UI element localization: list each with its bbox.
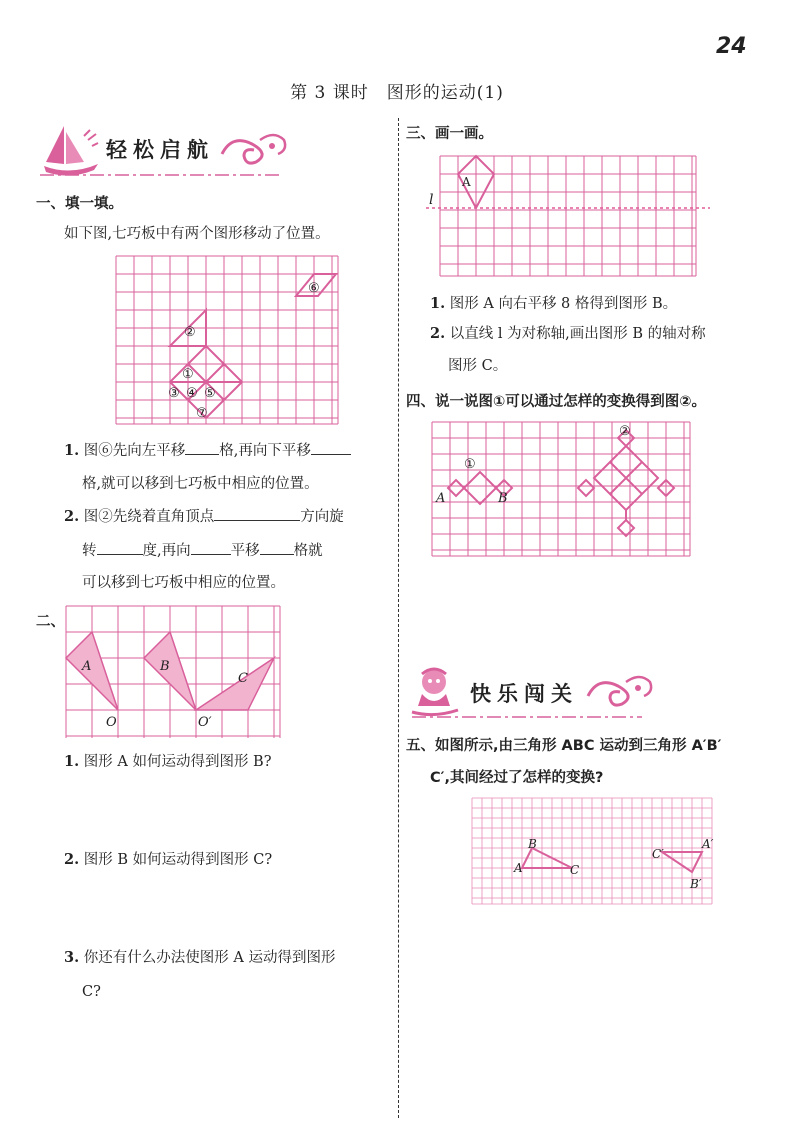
banner-title: 轻松启航 [106,137,214,162]
vertex-label-B-prime: B′ [690,877,702,891]
vertex-label-C: C [570,863,580,877]
lesson-title: 第 3 课时 图形的运动(1) [290,83,504,103]
column-divider [398,118,399,1118]
answer-blank[interactable] [214,506,300,521]
s1-q2-text-a: 图②先绕着直角顶点 [83,509,215,525]
figure-label: ② [619,424,631,439]
s3-q2 [430,324,706,344]
s2-q3-text-a: 你还有什么办法使图形 A 运动得到图形 [83,950,336,966]
tangram-label: ③ [168,386,180,401]
figure-label-C: C [238,671,248,686]
s1-q1-line1 [64,440,351,461]
banner-underline [40,172,280,178]
left-banner [40,122,300,178]
s3-heading: 三、画一画。 [406,126,493,142]
tangram-label: ④ [186,386,198,401]
s2-heading: 二、 [36,614,65,630]
banner-underline [412,714,642,720]
tangram-label: ⑤ [204,386,216,401]
axis-label-l: l [429,192,434,208]
rotation-grid-figure [64,604,282,740]
s1-q2-text-e: 平移 [230,543,260,559]
question-number: 1. [430,295,446,312]
answer-blank[interactable] [191,540,231,555]
s1-heading: 一、填一填。 [36,196,123,212]
figure-label-O-prime: O′ [198,715,212,730]
figure-label-A: A [436,491,446,506]
s3-q1 [430,294,677,314]
tangram-label: ② [184,325,196,340]
figure-label-A: A [462,175,471,189]
cartoon-kid-icon [408,664,462,718]
banner-title: 快乐闯关 [470,681,578,706]
question-number: 1. [64,753,80,770]
tangram-grid-figure [114,254,342,426]
s1-q2-text-g: 可以移到七巧板中相应的位置。 [82,575,285,591]
answer-blank[interactable] [311,440,351,455]
s2-q3-text-b: C? [82,984,101,1000]
s3-q1-text: 图形 A 向右平移 8 格得到图形 B。 [449,296,678,312]
s4-heading: 四、说一说图①可以通过怎样的变换得到图②。 [406,394,707,410]
swirl-ornament-icon [578,670,658,710]
s1-q2-text-f: 格就 [293,543,323,559]
question-number: 2. [430,325,446,342]
vertex-label-A: A [514,861,523,875]
s5-heading-a: 五、如图所示,由三角形 ABC 运动到三角形 A′B′ [406,738,722,754]
page-number: 24 [716,34,747,59]
s1-q1-text-b: 格,再向下平移 [219,443,311,459]
s3-q2-text-a: 以直线 l 为对称轴,画出图形 B 的轴对称 [449,326,706,342]
s2-q1-text: 图形 A 如何运动得到图形 B? [83,754,272,770]
s3-q2-text-b: 图形 C。 [448,358,508,374]
figure-label: ① [464,457,476,472]
s5-heading-b: C′,其间经过了怎样的变换? [430,770,604,786]
sailboat-icon [40,122,102,176]
tangram-label: ① [182,367,194,382]
s1-intro: 如下图,七巧板中有两个图形移动了位置。 [64,226,330,242]
vertex-label-C-prime: C′ [652,847,664,861]
s2-q3 [64,948,335,968]
triangle-grid-figure [470,796,716,908]
tangram-label: ⑦ [196,406,208,421]
answer-blank[interactable] [97,540,143,555]
swirl-ornament-icon [212,128,292,168]
figure-label-O: O [106,715,117,730]
question-number: 1. [64,442,80,459]
s1-q2-text-d: 度,再向 [142,543,191,559]
figure-label-B: B [160,659,170,674]
s2-q2-text: 图形 B 如何运动得到图形 C? [83,852,273,868]
vertex-label-A-prime: A′ [702,837,714,851]
vertex-label-B: B [528,837,537,851]
figure-label-A: A [82,659,92,674]
figure-label-B: B [498,491,508,506]
right-banner [408,664,668,720]
s1-q2-line1 [64,506,344,527]
symmetry-grid-figure [424,154,714,280]
tangram-label: ⑥ [308,281,320,296]
question-number: 2. [64,508,80,525]
answer-blank[interactable] [260,540,294,555]
question-number: 3. [64,949,80,966]
s1-q1-text-a: 图⑥先向左平移 [83,443,186,459]
transform-grid-figure [428,420,694,560]
s1-q1-text-c: 格,就可以移到七巧板中相应的位置。 [82,476,319,492]
s1-q2-text-b: 方向旋 [300,509,344,525]
s1-q2-text-c: 转 [82,543,97,559]
s2-q1 [64,752,271,772]
s2-q2 [64,850,272,870]
s1-q2-line2 [82,540,323,561]
question-number: 2. [64,851,80,868]
answer-blank[interactable] [185,440,219,455]
